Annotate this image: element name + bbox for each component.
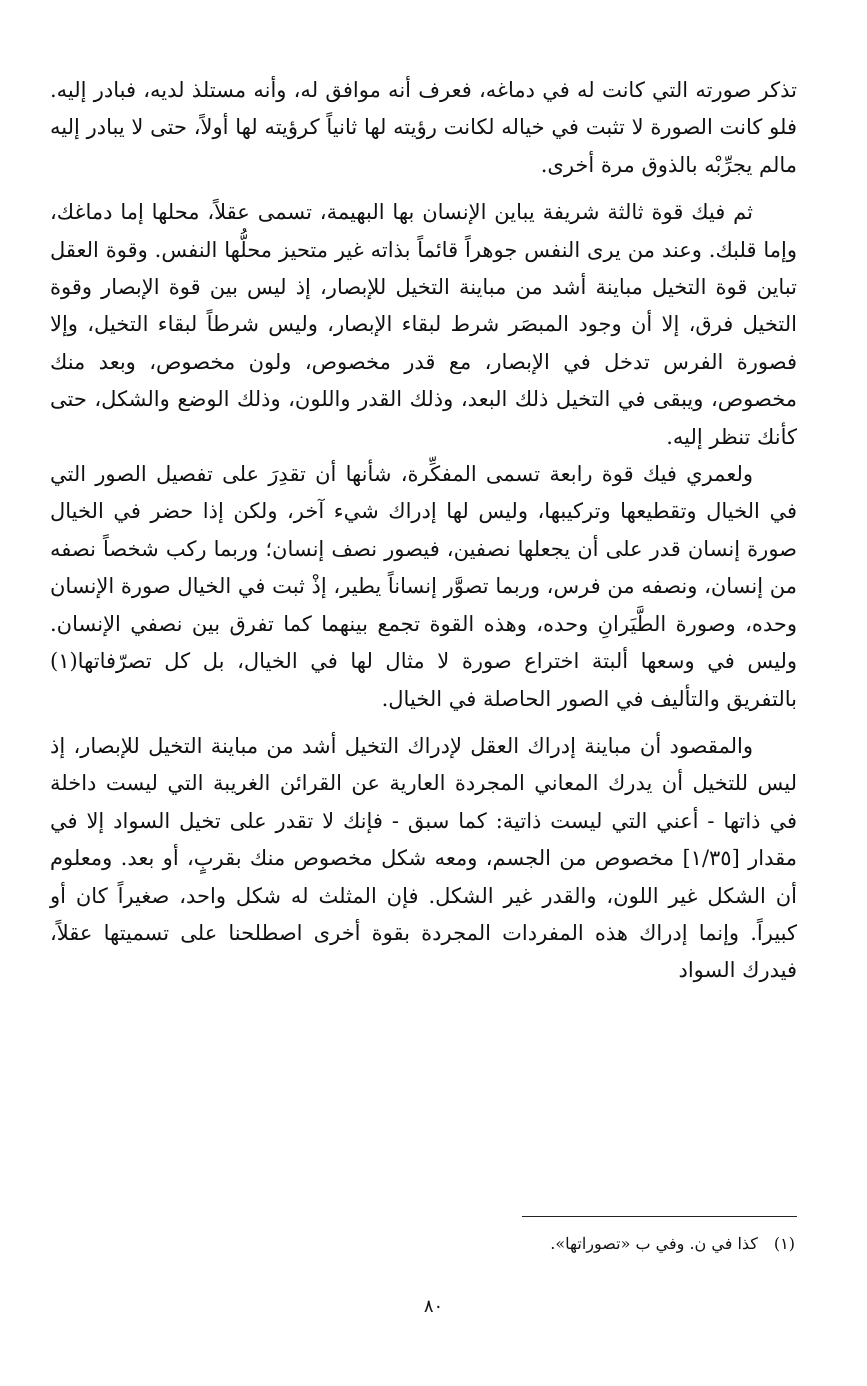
- footnote: [50, 1234, 795, 1253]
- footnote-text: كذا في ن. وفي ب «تصوراتها».: [550, 1234, 758, 1253]
- footnote-number: (١): [773, 1234, 795, 1253]
- paragraph-third-faculty: ثم فيك قوة ثالثة شريفة يباين الإنسان بها البهيمة، تسمى عقلاً، محلها إما دماغك، وإما قلبك. وعند من يرى النفس جوهراً قائماً بذاته غير متحيز محلُّها النفس. وقوة العقل تباين قوة التخيل مباينة أشد من مباينة التخيل للإبصار، إذ ليس بين قوة الإبصار وقوة التخيل فرق، إلا أن وجود المبصَر شرط لبقاء الإبصار، وليس شرطاً لبقاء التخيل، وإلا فصورة الفرس تدخل في الإبصار، مع قدر مخصوص، ولون مخصوص، وبعد منك مخصوص، ويبقى في التخيل ذلك البعد، وذلك القدر واللون، وذلك الوضع والشكل، حتى كأنك تنظر إليه.: [50, 200, 797, 449]
- main-text: [50, 72, 797, 990]
- paragraph-intellect-perception: والمقصود أن مباينة إدراك العقل لإدراك التخيل أشد من مباينة التخيل للإبصار، إذ ليس للتخيل أن يدرك المعاني المجردة العارية عن القرائن الغريبة التي ليست داخلة في ذاتها - أعني التي ليست ذاتية: كما سبق - فإنك لا تقدر على تخيل السواد إلا في مقدار [١/٣٥] مخصوص من الجسم، ومعه شكل مخصوص منك بقربٍ، أو بعد. ومعلوم أن الشكل غير اللون، والقدر غير الشكل. فإن المثلث له شكل واحد، صغيراً كان أو كبيراً. وإنما إدراك هذه المفردات المجردة بقوة أخرى اصطلحنا على تسميتها عقلاً، فيدرك السواد: [50, 733, 797, 983]
- paragraph-fourth-faculty: ولعمري فيك قوة رابعة تسمى المفكِّرة، شأنها أن تقدِرَ على تفصيل الصور التي في الخيال وتقطيعها وتركيبها، وليس لها إدراك شيء آخر، ولكن إذا حضر في الخيال صورة إنسان قدر على أن يجعلها نصفين، فيصور نصف إنسان؛ وربما ركب شخصاً نصفه من إنسان، ونصفه من فرس، وربما تصوَّر إنساناً يطير، إذْ ثبت في الخيال صورة الإنسان وحده، وصورة الطَّيَرانِ وحده، وهذه القوة تجمع بينهما كما تفرق بين نصفي الإنسان. وليس في وسعها ألبتة اختراع صورة لا مثال لها في الخيال، بل كل تصرّفاتها(١) بالتفريق والتأليف في الصور الحاصلة في الخيال.: [50, 462, 797, 711]
- paragraph-continuation: تذكر صورته التي كانت له في دماغه، فعرف أنه موافق له، وأنه مستلذ لديه، فبادر إليه. فلو كانت الصورة لا تثبت في خياله لكانت رؤيته لها ثانياً كرؤيته لها أولاً، حتى لا يبادر إليه مالم يجرِّبْه بالذوق مرة أخرى.: [50, 78, 797, 177]
- page-number: ٨٠: [423, 1296, 444, 1317]
- footnote-separator: [522, 1216, 797, 1217]
